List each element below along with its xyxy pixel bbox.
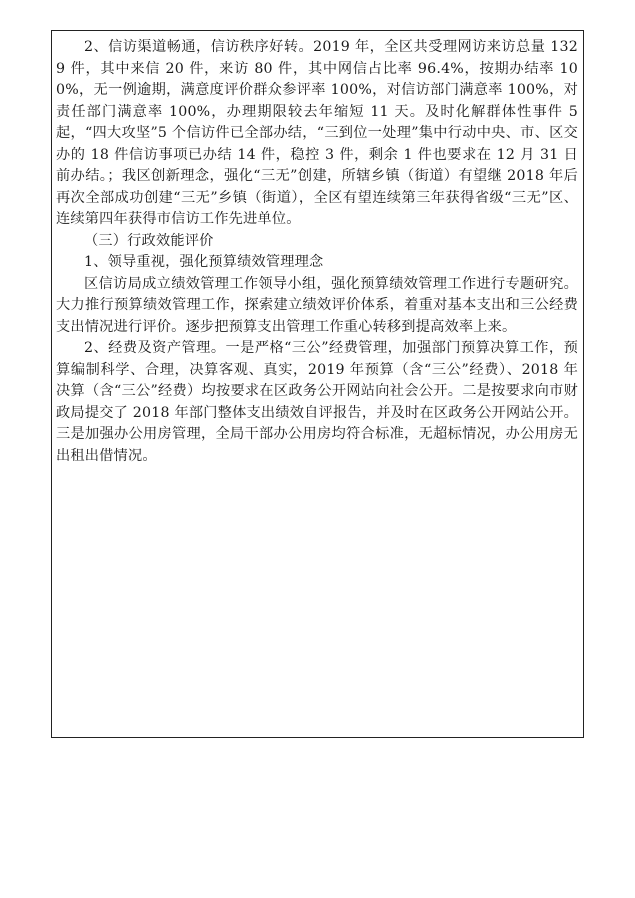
paragraph-funds-assets: 2、经费及资产管理。一是严格“三公”经费管理，加强部门预算决算工作，预算编制科学、合理，决算客观、真实，2019 年预算（含“三公”经费）、2018 年决算（含“三公”经费）均按要求在区政务公开网站向社会公开。二是按要求向市财政局提交了 2018 年部门整体支出绩效自评报告，并及时在区政务公开网站公开。三是加强办公用房管理，全局干部办公用房均符合标准，无超标情况，办公用房无出租出借情况。 — [56, 340, 578, 464]
document-body — [56, 37, 578, 467]
paragraph-petition-channels: 2、信访渠道畅通，信访秩序好转。2019 年，全区共受理网访来访总量 1329 件，其中来信 20 件，来访 80 件，其中网信占比率 96.4%，按期办结率 100%，无一例逾期，满意度评价群众参评率 100%，对信访部门满意率 100%，对责任部门满意率 100%，办理期限较去年缩短 11 天。及时化解群体性事件 5 起，“四大攻坚”5 个信访件已全部办结，“三到位一处理”集中行动中央、市、区交办的 18 件信访事项已办结 14 件，稳控 3 件，剩余 1 件也要求在 12 月 31 日前办结。；我区创新理念，强化“三无”创建，所辖乡镇（街道）有望继 2018 年后再次全部成功创建“三无”乡镇（街道），全区有望连续第三年获得省级“三无”区、连续第四年获得市信访工作先进单位。 — [56, 39, 578, 227]
subheading-leadership: 1、领导重视，强化预算绩效管理理念 — [84, 254, 324, 270]
section-heading-efficiency: （三）行政效能评价 — [84, 232, 214, 249]
paragraph-performance-management: 区信访局成立绩效管理工作领导小组，强化预算绩效管理工作进行专题研究。大力推行预算绩效管理工作，探索建立绩效评价体系，着重对基本支出和三公经费支出情况进行评价。逐步把预算支出管理工作重心转移到提高效率上来。 — [56, 275, 578, 335]
